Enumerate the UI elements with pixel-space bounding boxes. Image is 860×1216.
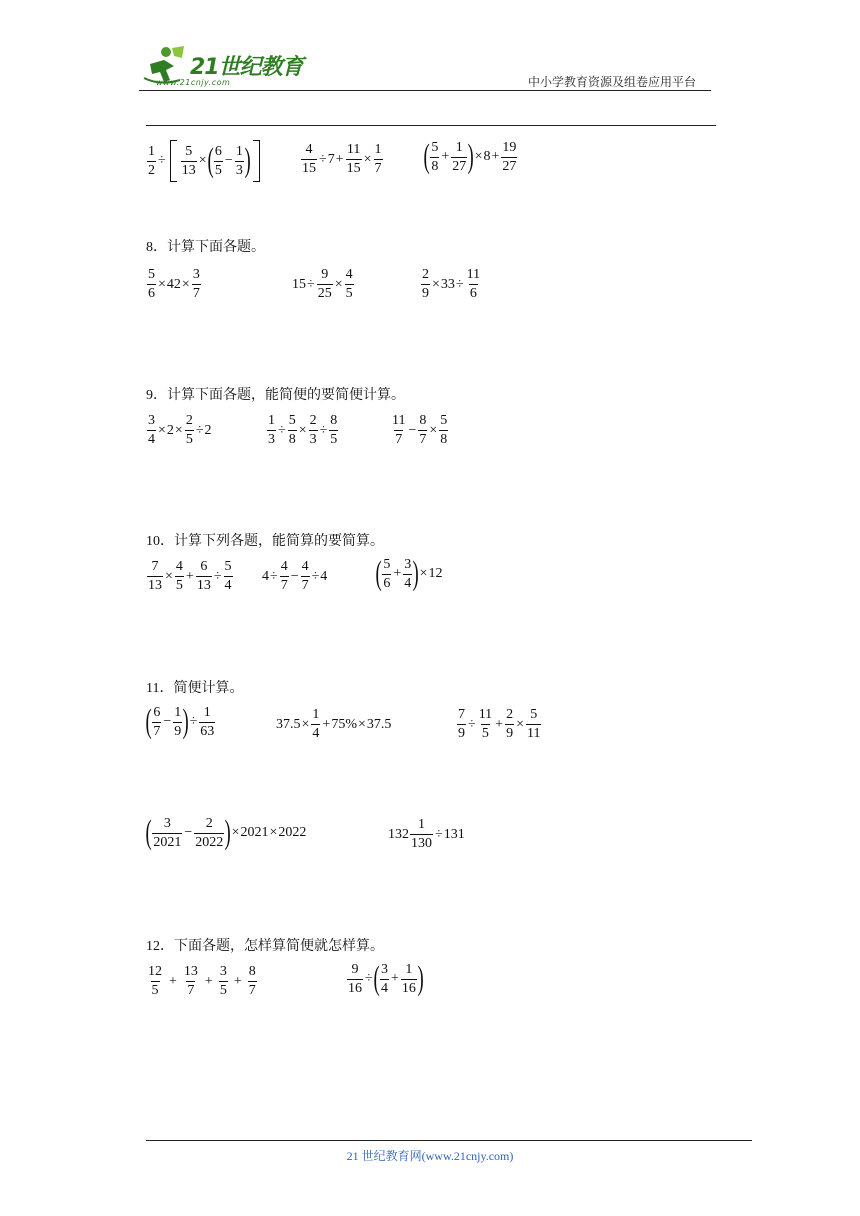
fraction: [147, 268, 156, 301]
fraction: [410, 818, 433, 851]
parenthesis: (: [373, 960, 380, 997]
fraction: [288, 414, 297, 447]
denominator: 7: [419, 432, 427, 447]
numerator: 3: [148, 413, 155, 428]
denominator: 9: [458, 726, 465, 741]
denominator: 5: [219, 983, 227, 998]
numerator: 5: [288, 413, 296, 428]
operator: ×: [158, 422, 166, 438]
logo-url: www.21cnjy.com: [156, 78, 231, 87]
numerator: 8: [419, 413, 427, 428]
fraction: [152, 817, 182, 850]
numerator: 6: [214, 143, 222, 159]
denominator: 6: [383, 575, 391, 591]
question-9-title: 9．计算下面各题，能简便的要简便计算。: [146, 388, 405, 403]
right-bracket: [253, 140, 260, 182]
numerator: 6: [153, 704, 161, 720]
fraction: [418, 414, 427, 447]
denominator: 4: [381, 980, 389, 996]
logo-text: 21世纪教育: [190, 55, 303, 80]
numerator: 3: [163, 815, 171, 831]
parenthesis: ): [244, 142, 251, 179]
operator: ×: [269, 825, 278, 840]
denominator: 5: [214, 162, 222, 178]
operator: ÷: [307, 276, 315, 292]
fraction: [403, 558, 412, 591]
operator: ×: [419, 566, 428, 581]
fraction: [430, 141, 439, 174]
denominator: 8: [431, 158, 439, 174]
denominator: 6: [469, 286, 477, 301]
denominator: 16: [348, 980, 362, 996]
numerator: 8: [330, 413, 338, 428]
denominator: 7: [374, 161, 382, 176]
fraction: [401, 963, 417, 996]
operator: ×: [298, 422, 307, 438]
numerator: 1: [268, 413, 275, 428]
denominator: 8: [288, 432, 296, 447]
site-logo: [140, 44, 310, 90]
numerator: 2: [506, 707, 514, 722]
question-10-title: 10．计算下列各题，能简算的要简算。: [146, 534, 384, 549]
operator: −: [290, 568, 299, 584]
numerator: 1: [312, 707, 320, 722]
fraction: [185, 414, 194, 447]
numerator: 1: [174, 704, 182, 720]
parenthesis: ): [467, 138, 475, 175]
question-12-title: 12．下面各题，怎样算简便就怎样算。: [146, 939, 384, 954]
fraction: [421, 268, 430, 301]
fraction: [311, 708, 320, 741]
fraction: [214, 145, 223, 178]
denominator: 27: [452, 158, 467, 174]
fraction: [505, 708, 514, 741]
number: 2: [204, 422, 212, 438]
operator: ×: [301, 716, 310, 732]
denominator: 130: [411, 836, 432, 851]
fraction: [219, 965, 228, 998]
parenthesis: (: [375, 555, 382, 592]
denominator: 5: [330, 432, 338, 447]
question-11-title: 11．简便计算。: [146, 681, 244, 696]
parenthesis: (: [423, 138, 430, 175]
footer-divider: [146, 1140, 752, 1141]
fraction: [147, 560, 163, 593]
numerator: 1: [148, 143, 155, 159]
operator: ×: [432, 276, 440, 292]
number: 2022: [278, 825, 307, 840]
q12-problem-1: [146, 965, 258, 998]
operator: ÷: [213, 568, 222, 584]
operator: +: [204, 973, 213, 989]
operator: +: [491, 149, 500, 164]
operator: ×: [334, 276, 343, 292]
q8-problem-3: [420, 268, 482, 301]
fraction: [301, 560, 310, 593]
numerator: 2: [185, 413, 193, 428]
fraction: [147, 414, 156, 447]
fraction: [526, 708, 541, 741]
numerator: 5: [185, 143, 193, 159]
denominator: 16: [401, 980, 416, 996]
q11-problem-4: [146, 816, 306, 850]
fraction: [345, 268, 354, 301]
fraction: [317, 268, 333, 301]
number: 75%: [331, 716, 357, 732]
fraction: [181, 145, 197, 178]
numerator: 4: [305, 142, 313, 157]
fraction: [175, 560, 184, 593]
numerator: 4: [280, 559, 288, 574]
number: 132: [388, 826, 409, 842]
operator: +: [335, 151, 344, 167]
operator: +: [322, 716, 331, 732]
number: 8: [483, 149, 491, 164]
denominator: 3: [309, 432, 317, 447]
number: 37.5: [366, 716, 392, 732]
numerator: 13: [183, 964, 198, 979]
denominator: 4: [312, 726, 320, 741]
parenthesis: ): [224, 814, 232, 851]
operator: ×: [165, 568, 173, 584]
fraction: [224, 560, 233, 593]
operator: ÷: [278, 422, 286, 438]
denominator: 7: [192, 286, 200, 301]
header-divider: [139, 90, 711, 91]
numerator: 3: [381, 961, 389, 977]
denominator: 27: [502, 158, 517, 174]
q11-problem-5: [388, 818, 465, 851]
operator: ×: [158, 276, 166, 292]
number: 42: [166, 276, 181, 292]
numerator: 1: [455, 139, 463, 155]
numerator: 5: [431, 139, 439, 155]
fraction: [382, 558, 391, 591]
numerator: 1: [418, 817, 425, 832]
q10-problem-2: [262, 560, 327, 593]
denominator: 7: [280, 578, 288, 593]
fraction: [451, 141, 467, 174]
fraction: [280, 560, 289, 593]
numerator: 6: [200, 559, 208, 574]
number: 37.5: [276, 716, 301, 732]
denominator: 4: [404, 575, 412, 591]
numerator: 11: [478, 707, 493, 722]
q10-problem-1: [146, 560, 234, 593]
numerator: 9: [321, 267, 329, 282]
fraction: [380, 963, 389, 996]
operator: ×: [181, 276, 190, 292]
numerator: 2: [309, 413, 317, 428]
denominator: 5: [481, 726, 489, 741]
denominator: 7: [248, 983, 256, 998]
number: 7: [327, 151, 335, 167]
denominator: 13: [181, 162, 196, 178]
numerator: 1: [203, 704, 211, 720]
numerator: 3: [219, 964, 227, 979]
fraction: [346, 143, 362, 176]
number: 4: [262, 568, 269, 584]
operator: ÷: [468, 716, 476, 732]
parenthesis: (: [145, 703, 152, 740]
operator: ÷: [158, 153, 166, 168]
operator: ÷: [311, 568, 320, 584]
fraction: [501, 141, 517, 174]
fraction: [478, 708, 493, 741]
parenthesis: (: [145, 814, 152, 851]
fraction: [173, 706, 182, 739]
top-problem-3: [424, 140, 518, 174]
operator: ×: [429, 422, 438, 438]
denominator: 3: [235, 162, 243, 178]
numerator: 1: [235, 143, 243, 159]
section-divider: [146, 125, 716, 126]
denominator: 2022: [195, 834, 224, 850]
parenthesis: (: [207, 142, 214, 179]
parenthesis: ): [417, 960, 424, 997]
numerator: 7: [151, 559, 159, 574]
operator: ÷: [189, 714, 198, 729]
fraction: [374, 143, 383, 176]
numerator: 19: [502, 139, 517, 155]
fraction: [391, 414, 406, 447]
denominator: 25: [317, 286, 332, 301]
numerator: 3: [192, 267, 200, 282]
operator: ÷: [319, 151, 327, 167]
fraction: [199, 706, 215, 739]
q9-problem-3: [390, 414, 449, 447]
operator: ×: [474, 149, 483, 164]
operator: +: [233, 973, 242, 989]
fraction: [194, 817, 224, 850]
fraction: [183, 965, 199, 998]
fraction: [147, 965, 163, 998]
fraction: [196, 560, 212, 593]
numerator: 2: [205, 815, 213, 831]
denominator: 2: [148, 162, 155, 178]
operator: −: [184, 825, 193, 840]
operator: −: [408, 422, 417, 438]
operator: ÷: [270, 568, 278, 584]
number: 12: [428, 566, 443, 581]
numerator: 1: [374, 142, 382, 157]
operator: ×: [231, 825, 240, 840]
fraction: [309, 414, 318, 447]
numerator: 4: [301, 559, 309, 574]
denominator: 7: [153, 723, 161, 739]
q12-problem-2: [346, 962, 423, 996]
denominator: 7: [395, 432, 403, 447]
question-8-title: 8．计算下面各题。: [146, 240, 265, 255]
footer-text[interactable]: 21 世纪教育网(www.21cnjy.com): [346, 1149, 514, 1163]
operator: +: [441, 149, 450, 164]
denominator: 6: [148, 286, 155, 301]
denominator: 15: [302, 161, 316, 176]
fraction: [301, 143, 317, 176]
operator: +: [393, 566, 402, 581]
numerator: 4: [345, 267, 353, 282]
operator: +: [185, 568, 194, 584]
q11-problem-2: [276, 708, 391, 741]
parenthesis: ): [412, 555, 420, 592]
q9-problem-2: [266, 414, 339, 447]
parenthesis: ): [182, 703, 190, 740]
numerator: 5: [224, 559, 232, 574]
denominator: 8: [440, 432, 448, 447]
operator: ÷: [455, 276, 464, 292]
operator: ×: [363, 151, 372, 167]
operator: −: [163, 714, 172, 729]
number: 4: [320, 568, 328, 584]
q11-problem-1: [146, 705, 216, 739]
denominator: 7: [301, 578, 309, 593]
operator: ×: [357, 716, 366, 732]
fraction: [466, 268, 481, 301]
denominator: 9: [506, 726, 514, 741]
numerator: 2: [422, 267, 429, 282]
denominator: 2021: [153, 834, 182, 850]
denominator: 4: [224, 578, 232, 593]
numerator: 11: [392, 413, 406, 428]
denominator: 5: [345, 286, 353, 301]
fraction: [235, 145, 244, 178]
operator: ÷: [195, 422, 204, 438]
q11-problem-3: [456, 708, 542, 741]
fraction: [147, 145, 156, 178]
denominator: 13: [148, 578, 162, 593]
operator: ÷: [319, 422, 328, 438]
denominator: 63: [200, 723, 215, 739]
operator: ×: [516, 716, 524, 732]
denominator: 7: [187, 983, 195, 998]
header-platform-text: 中小学教育资源及组卷应用平台: [528, 75, 697, 89]
fraction: [192, 268, 201, 301]
numerator: 1: [405, 961, 413, 977]
fraction: [329, 414, 338, 447]
number: 15: [292, 276, 306, 292]
number: 33: [440, 276, 455, 292]
operator: ÷: [435, 826, 443, 842]
denominator: 3: [268, 432, 275, 447]
operator: +: [495, 716, 504, 732]
denominator: 11: [526, 726, 541, 741]
operator: −: [224, 153, 233, 168]
number: 2: [166, 422, 174, 438]
q10-problem-3: [376, 557, 442, 591]
operator: ÷: [365, 971, 373, 986]
q8-problem-2: [292, 268, 355, 301]
fraction: [248, 965, 257, 998]
top-problem-1: [146, 140, 263, 182]
denominator: 4: [148, 432, 155, 447]
numerator: 12: [148, 964, 162, 979]
fraction: [457, 708, 466, 741]
numerator: 11: [466, 267, 481, 282]
denominator: 9: [174, 723, 182, 739]
fraction: [347, 963, 363, 996]
fraction: [152, 706, 161, 739]
operator: ×: [174, 422, 183, 438]
number: 131: [443, 826, 465, 842]
numerator: 3: [404, 556, 412, 572]
numerator: 5: [383, 556, 391, 572]
denominator: 9: [422, 286, 429, 301]
operator: +: [391, 971, 399, 986]
denominator: 13: [196, 578, 211, 593]
operator: ×: [198, 153, 207, 168]
numerator: 5: [530, 707, 538, 722]
fraction: [267, 414, 276, 447]
numerator: 5: [440, 413, 448, 428]
numerator: 11: [346, 142, 361, 157]
numerator: 5: [148, 267, 155, 282]
number: 2021: [240, 825, 269, 840]
denominator: 15: [346, 161, 361, 176]
denominator: 5: [185, 432, 193, 447]
denominator: 5: [175, 578, 183, 593]
q9-problem-1: [146, 414, 212, 447]
operator: +: [169, 973, 177, 989]
left-bracket: [170, 140, 177, 182]
denominator: 5: [151, 983, 159, 998]
top-problem-2: [300, 143, 384, 176]
numerator: 7: [458, 707, 465, 722]
numerator: 4: [175, 559, 183, 574]
numerator: 8: [248, 964, 256, 979]
q8-problem-1: [146, 268, 202, 301]
numerator: 9: [351, 961, 359, 977]
fraction: [439, 414, 448, 447]
